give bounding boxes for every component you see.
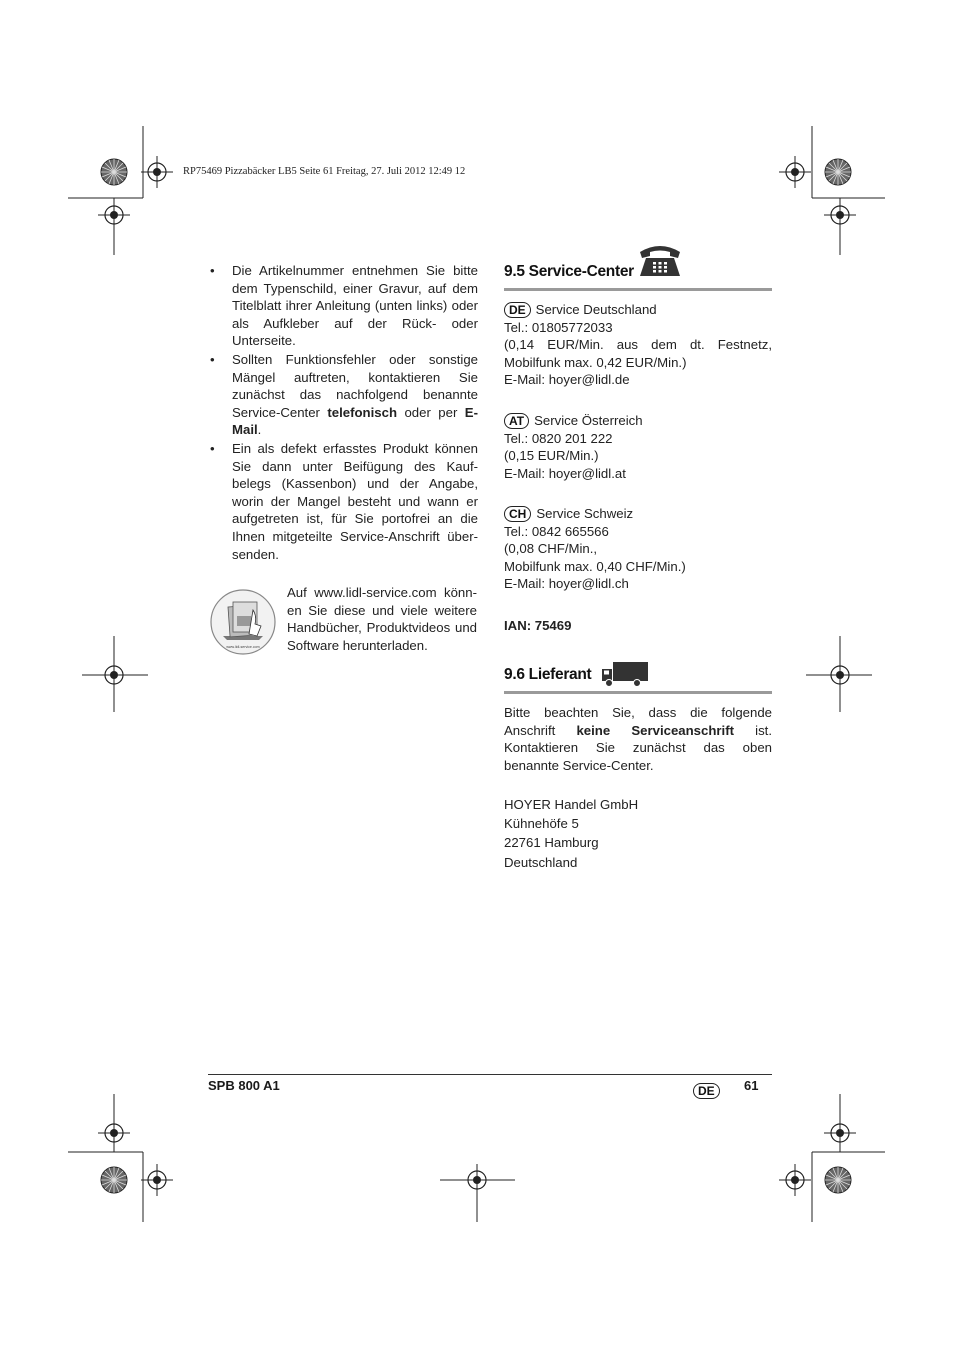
list-item	[208, 351, 478, 439]
service-email: E-Mail: hoyer@lidl.at	[504, 465, 626, 481]
telephone-icon	[637, 242, 683, 278]
service-phone: Tel.: 0842 665566	[504, 523, 609, 539]
bold-telefonisch: telefonisch	[327, 404, 398, 420]
left-column	[208, 262, 478, 564]
footer-rule	[208, 1074, 772, 1075]
service-rate: (0,14 EUR/Min. aus dem dt. Festnetz, Mobilfunk max. 0,42 EUR/Min.)	[504, 337, 772, 370]
bullet-text: Sollten Funktionsfehler oder sonstige Mängel auftreten, kontaktieren Sie zunächst das nachfolgend benannte Service-Center	[232, 351, 478, 420]
service-phone: Tel.: 0820 201 222	[504, 430, 613, 446]
service-rate-mobile: Mobilfunk max. 0,40 CHF/Min.)	[504, 558, 686, 574]
bullet-dot: •	[210, 351, 215, 367]
ian-number: IAN: 75469	[504, 618, 572, 633]
lidl-service-text: Auf www.lidl-service.com könn-en Sie diese und viele weitere Handbücher, Produktvideos und Software herunterladen.	[287, 585, 477, 653]
service-phone: Tel.: 01805772033	[504, 319, 613, 335]
service-rate: (0,15 EUR/Min.)	[504, 448, 599, 464]
service-title: Service Österreich	[534, 413, 643, 428]
service-email: E-Mail: hoyer@lidl.ch	[504, 576, 629, 592]
lidl-service-icon	[209, 588, 277, 656]
service-entry-at	[504, 412, 772, 482]
supplier-note	[504, 704, 772, 774]
heading-supplier: 9.6 Lieferant	[504, 666, 592, 683]
bullet-dot: •	[210, 263, 215, 278]
section-rule	[504, 691, 772, 694]
bullet-dot: •	[210, 440, 215, 456]
list-item	[208, 440, 478, 563]
address-line: HOYER Handel GmbH	[504, 797, 639, 812]
footer-badge-wrap	[693, 1080, 725, 1099]
service-entry-de	[504, 301, 772, 389]
footer-model: SPB 800 A1	[208, 1078, 280, 1093]
bullet-text: oder per	[397, 404, 465, 420]
list-item	[208, 262, 478, 350]
bold-email: E-Mail	[232, 404, 478, 438]
service-entry-ch	[504, 505, 772, 593]
service-title: Service Deutschland	[535, 302, 657, 317]
page-number: 61	[744, 1078, 759, 1093]
truck-icon	[601, 661, 649, 688]
print-header: RP75469 Pizzabäcker LB5 Seite 61 Freitag, 27. Juli 2012 12:49 12	[183, 166, 466, 177]
country-badge-de: DE	[504, 302, 531, 318]
bullet-list	[208, 262, 478, 563]
service-rate: (0,08 CHF/Min.,	[504, 541, 598, 557]
bullet-text: Die Artikelnummer entnehmen Sie bitte dem Typenschild, einer Gravur, auf dem Titelblatt ihrer Anleitung (unten links) oder als Aufkleber auf der Rück- oder Unterseite.	[232, 263, 478, 349]
service-title: Service Schweiz	[536, 506, 634, 521]
note-text: Bitte beachten Sie, dass die folgende Anschrift	[504, 705, 772, 738]
bullet-text: Ein als defekt erfasstes Produkt können Sie dann unter Beifügung des Kauf-belegs (Kassenbon) und der Angabe, worin der Mangel besteht und wann er aufgetreten ist, für Sie portofrei an die Ihnen mitgeteilte Service-Anschrift über-senden.	[232, 440, 478, 562]
address-line: Kühnehöfe 5	[504, 816, 579, 832]
heading-service-center: 9.5 Service-Center	[504, 263, 634, 280]
country-badge-footer: DE	[693, 1083, 720, 1099]
bold-keine-serviceanschrift: keine Serviceanschrift	[576, 722, 734, 738]
country-badge-at: AT	[504, 413, 529, 429]
bullet-text: .	[257, 422, 262, 438]
section-rule	[504, 288, 772, 291]
country-badge-ch: CH	[504, 506, 531, 522]
supplier-address	[504, 795, 772, 872]
lidl-icon-caption: www.lidl-service.com	[226, 645, 260, 649]
address-line: 22761 Hamburg	[504, 835, 599, 851]
service-email: E-Mail: hoyer@lidl.de	[504, 372, 630, 388]
address-line: Deutschland	[504, 854, 578, 870]
note-text: ist. Kontaktieren Sie zunächst das oben benannte Service-Center.	[504, 722, 772, 773]
